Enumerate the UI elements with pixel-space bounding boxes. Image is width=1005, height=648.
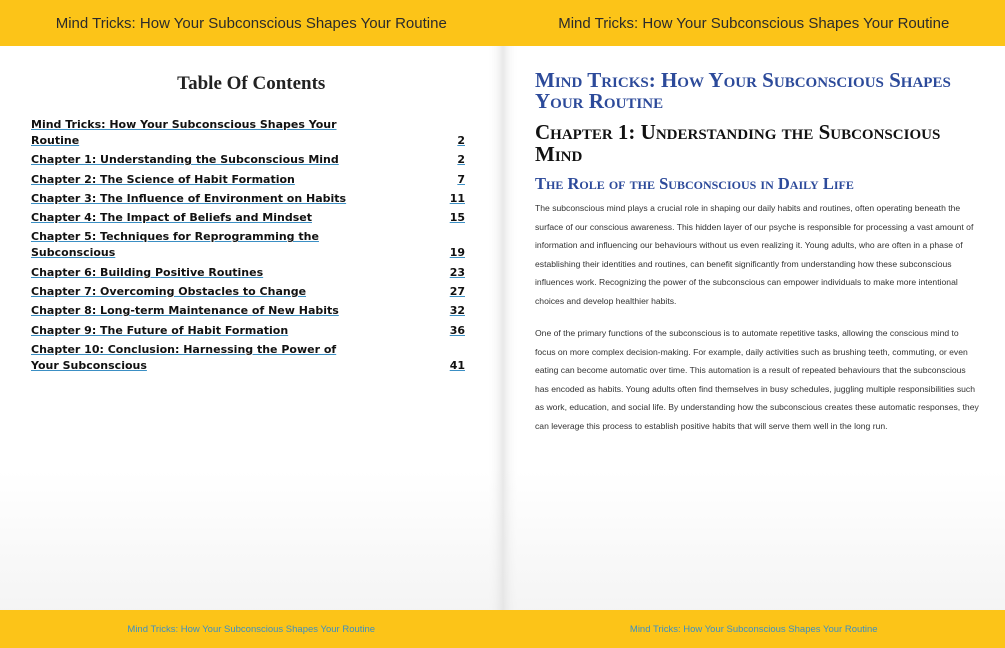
toc-entry[interactable] xyxy=(31,152,465,168)
toc-entry[interactable] xyxy=(31,323,465,339)
footer-text: Mind Tricks: How Your Subconscious Shapes Your Routine xyxy=(127,623,376,635)
body-paragraph: The subconscious mind plays a crucial role in shaping our daily habits and routines, often operating beneath the surface of our conscious awareness. This hidden layer of our psyche is responsible for processing a vast amount of information and influencing our behaviours without us even realizing it. Young adults, who are often in a phase of establishing their identities and routines, can benefit significantly from understanding how these subconscious influences work. Recognizing the power of the subconscious can empower individuals to make more intentional choices and develop healthier habits. xyxy=(535,203,974,306)
toc-entry[interactable] xyxy=(31,117,465,149)
toc-entry[interactable] xyxy=(31,191,465,207)
toc-entry-page[interactable]: 19 xyxy=(449,246,465,260)
toc-entry[interactable] xyxy=(31,229,465,261)
toc-entry-page[interactable]: 2 xyxy=(457,153,465,167)
page-footer xyxy=(503,610,1005,648)
toc-entry[interactable] xyxy=(31,303,465,319)
toc-entry-label[interactable]: Mind Tricks: How Your Subconscious Shapes Your Routine xyxy=(31,118,337,147)
toc-entry-page[interactable]: 27 xyxy=(449,285,465,299)
page-header xyxy=(503,0,1005,46)
body-paragraph: One of the primary functions of the subconscious is to automate repetitive tasks, allowing the conscious mind to focus on more complex decision-making. For example, daily activities such as brushing teeth, commuting, or even eating can become automatic over time. This automation is a result of repeated behaviours that the subconscious has encoded as habits. Young adults often find themselves in busy schedules, juggling multiple responsibilities such as work, education, and social life. By understanding how the subconscious creates these automatic responses, they can leverage this process to establish positive habits that will serve them well in the long run. xyxy=(535,328,979,431)
page-content xyxy=(535,70,980,449)
toc-list xyxy=(31,117,465,377)
toc-entry-page[interactable]: 23 xyxy=(449,265,465,279)
header-title: Mind Tricks: How Your Subconscious Shapes Your Routine xyxy=(55,14,447,32)
chapter-title: Chapter 1: Understanding the Subconscious Mind xyxy=(535,120,941,166)
book-title: Mind Tricks: How Your Subconscious Shapes Your Routine xyxy=(535,68,951,113)
toc-entry[interactable] xyxy=(31,284,465,300)
toc-title: Table Of Contents xyxy=(177,73,326,94)
toc-entry[interactable] xyxy=(31,172,465,188)
toc-entry-page[interactable]: 41 xyxy=(449,358,465,372)
toc-entry-page[interactable]: 36 xyxy=(449,323,465,337)
toc-entry-label[interactable]: Chapter 10: Conclusion: Harnessing the Power of Your Subconscious xyxy=(31,342,337,372)
toc-entry-label[interactable]: Chapter 9: The Future of Habit Formation xyxy=(31,323,289,337)
toc-entry-page[interactable]: 15 xyxy=(449,211,465,225)
toc-entry-label[interactable]: Chapter 6: Building Positive Routines xyxy=(31,265,264,279)
toc-entry-label[interactable]: Chapter 4: The Impact of Beliefs and Mindset xyxy=(31,211,312,225)
toc-entry[interactable] xyxy=(31,265,465,281)
toc-entry-page[interactable]: 2 xyxy=(457,134,465,147)
footer-text: Mind Tricks: How Your Subconscious Shapes Your Routine xyxy=(629,623,878,635)
toc-entry-label[interactable]: Chapter 7: Overcoming Obstacles to Change xyxy=(31,285,307,299)
toc-entry-label[interactable]: Chapter 2: The Science of Habit Formation xyxy=(31,172,295,186)
toc-entry-page[interactable]: 11 xyxy=(449,191,465,205)
toc-entry[interactable] xyxy=(31,342,465,374)
toc-entry-label[interactable]: Chapter 5: Techniques for Reprogramming the Subconscious xyxy=(31,230,319,260)
toc-entry-label[interactable]: Chapter 8: Long-term Maintenance of New Habits xyxy=(31,304,339,318)
toc-entry-page[interactable]: 7 xyxy=(457,172,465,186)
toc-entry[interactable] xyxy=(31,210,465,226)
page-header xyxy=(0,0,503,46)
toc-entry-label[interactable]: Chapter 1: Understanding the Subconscious Mind xyxy=(31,153,339,167)
section-title: The Role of the Subconscious in Daily Life xyxy=(535,174,854,193)
page-footer xyxy=(0,610,503,648)
toc-entry-label[interactable]: Chapter 3: The Influence of Environment on Habits xyxy=(31,191,347,205)
header-title: Mind Tricks: How Your Subconscious Shapes Your Routine xyxy=(558,14,950,32)
toc-entry-page[interactable]: 32 xyxy=(449,304,465,318)
